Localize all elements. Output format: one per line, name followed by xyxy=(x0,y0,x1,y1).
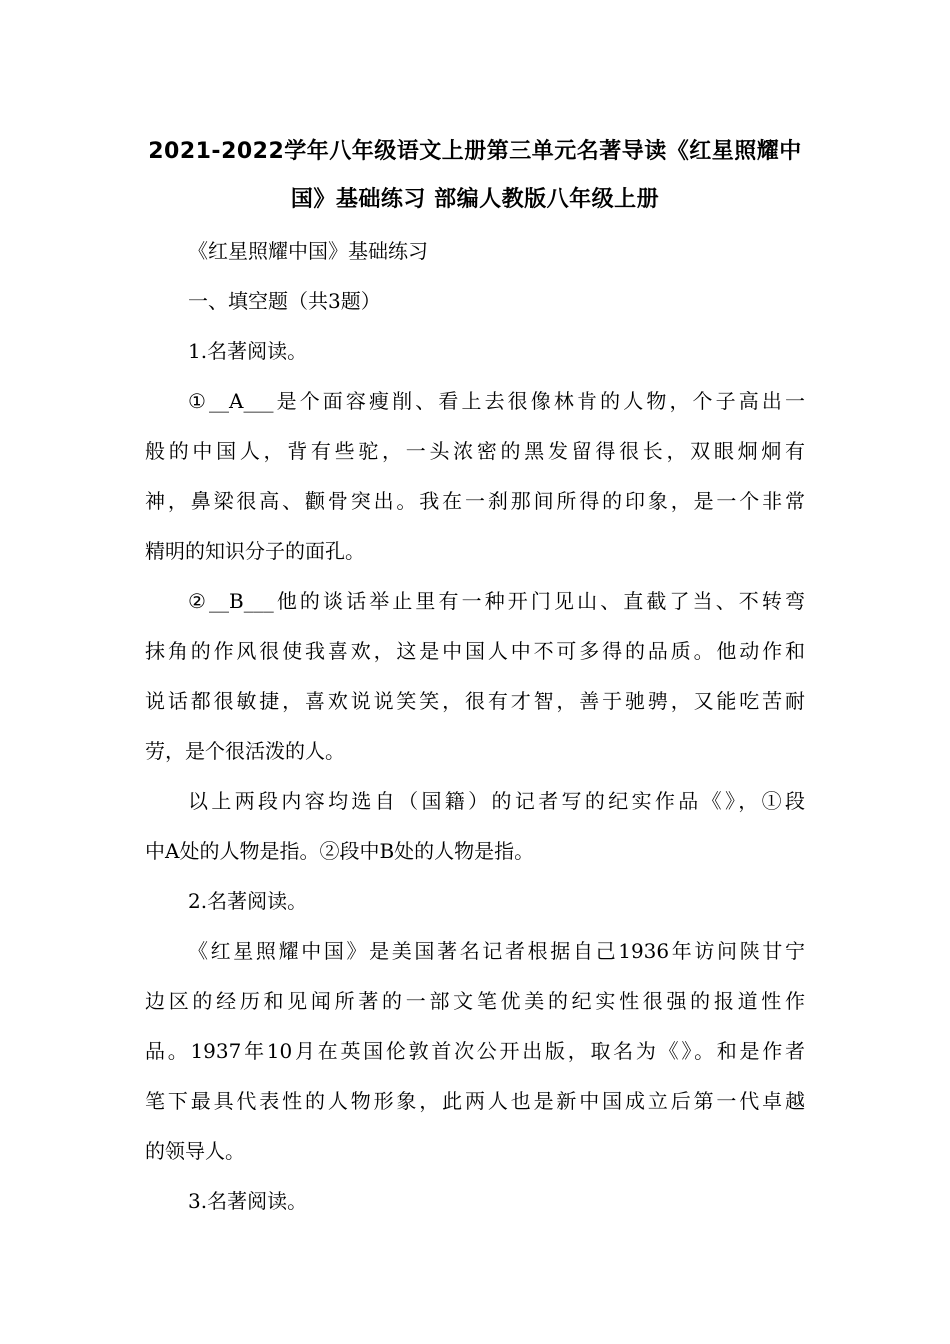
q1-passage2-line: 抹角的作风很使我喜欢，这是中国人中不可多得的品质。他动作和 xyxy=(145,639,805,663)
q2-passage-line: 《红星照耀中国》是美国著名记者根据自己1936年访问陕甘宁 xyxy=(188,939,805,963)
title-line: 2021-2022学年八年级语文上册第三单元名著导读《红星照耀中 xyxy=(148,139,802,164)
section-heading: 一、填空题（共3题） xyxy=(188,289,381,313)
q1-passage1-line: 神，鼻梁很高、颧骨突出。我在一刹那间所得的印象，是一个非常 xyxy=(145,489,805,513)
q2-passage-line: 边区的经历和见闻所著的一部文笔优美的纪实性很强的报道性作 xyxy=(145,989,805,1013)
q1-passage2-line: ②__B___他的谈话举止里有一种开门见山、直截了当、不转弯 xyxy=(188,589,805,613)
subtitle: 《红星照耀中国》基础练习 xyxy=(188,239,428,263)
q2-passage-line: 笔下最具代表性的人物形象，此两人也是新中国成立后第一代卓越 xyxy=(145,1089,805,1113)
q2-passage-line: 的领导人。 xyxy=(145,1139,245,1163)
q1-passage1-line: 精明的知识分子的面孔。 xyxy=(145,539,365,563)
q1-question-line: 以上两段内容均选自（国籍）的记者写的纪实作品《》，①段 xyxy=(188,789,805,813)
q2-passage-line: 品。1937年10月在英国伦敦首次公开出版，取名为《》。和是作者 xyxy=(145,1039,805,1063)
q1-passage2-line: 说话都很敏捷，喜欢说说笑笑，很有才智，善于驰骋，又能吃苦耐 xyxy=(145,689,805,713)
q1-passage1-line: 般的中国人，背有些驼，一头浓密的黑发留得很长，双眼炯炯有 xyxy=(145,439,805,463)
question-3-label: 3.名著阅读。 xyxy=(188,1189,308,1213)
question-1-label: 1.名著阅读。 xyxy=(188,339,308,363)
q1-question-line: 中A处的人物是指。②段中B处的人物是指。 xyxy=(145,839,535,863)
title-line: 国》基础练习 部编人教版八年级上册 xyxy=(290,187,660,212)
document-title xyxy=(140,128,810,224)
question-2-label: 2.名著阅读。 xyxy=(188,889,308,913)
q1-passage2-line: 劳，是个很活泼的人。 xyxy=(145,739,345,763)
q1-passage1-line: ①__A___是个面容瘦削、看上去很像林肯的人物，个子高出一 xyxy=(188,389,805,413)
